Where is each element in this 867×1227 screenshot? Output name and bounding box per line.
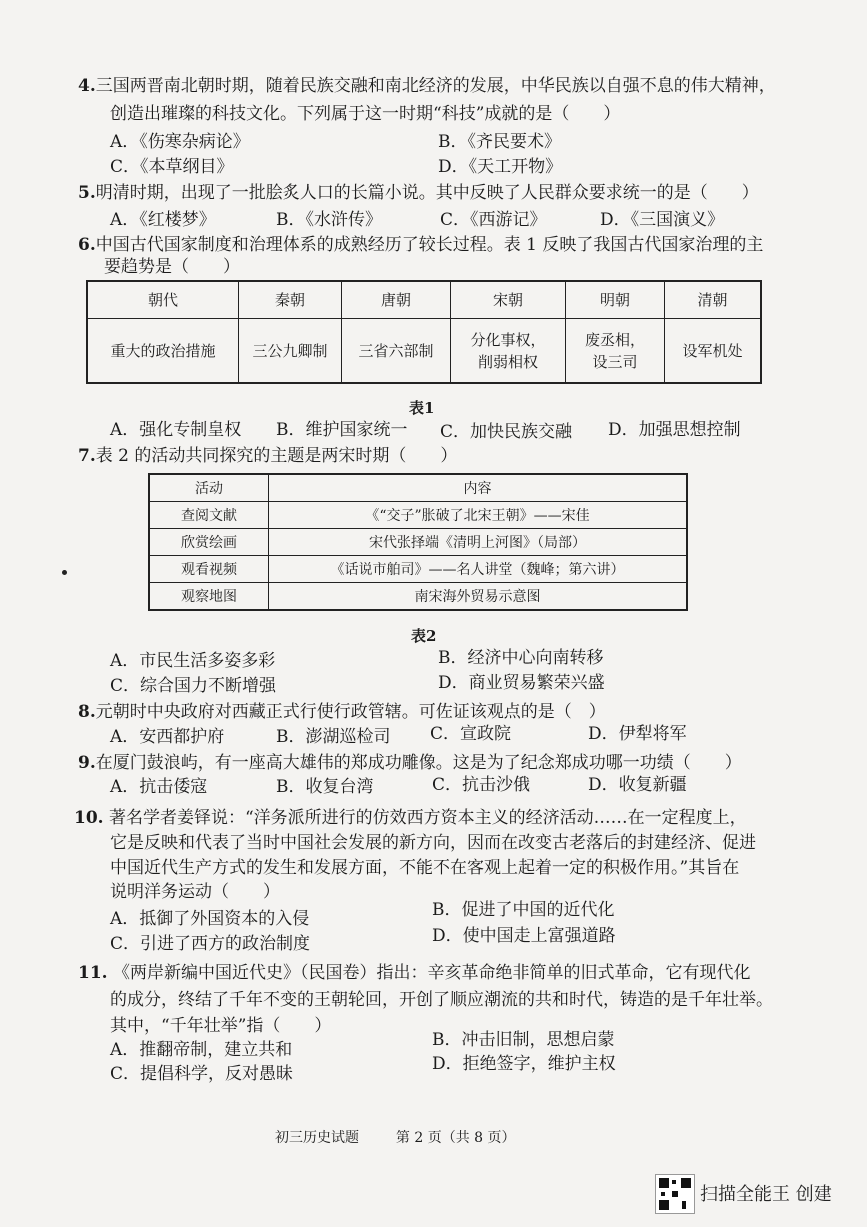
table1-header-tang: 唐朝	[342, 281, 451, 319]
q5-line1: 5.明清时期，出现了一批脍炙人口的长篇小说。其中反映了人民群众要求统一的是（ ）	[78, 183, 759, 203]
table1-cell: 废丞相， 设三司	[566, 319, 665, 384]
q7-line1: 7.表 2 的活动共同探究的主题是两宋时期（ ）	[78, 446, 458, 466]
q4-number: 4.	[78, 76, 96, 96]
table2-cell: 宋代张择端《清明上河图》（局部）	[269, 529, 688, 556]
q10-number: 10.	[74, 808, 104, 828]
footer-page-number: 第 2 页（共 8 页）	[395, 1130, 516, 1146]
table2-cell: 查阅文献	[149, 502, 269, 529]
table2-cell: 南宋海外贸易示意图	[269, 583, 688, 611]
q8-option-d: D．伊犁将军	[588, 724, 687, 744]
q5-option-c: C．《西游记》	[440, 210, 547, 230]
q9-option-b: B．收复台湾	[276, 777, 374, 797]
table1-cell: 三公九卿制	[239, 319, 342, 384]
q5-option-b: B．《水浒传》	[276, 210, 382, 230]
q4-option-d: D．《天工开物》	[438, 157, 563, 177]
page-footer	[275, 1127, 516, 1147]
table-1	[86, 280, 762, 384]
q11-option-a: A．推翻帝制，建立共和	[110, 1040, 293, 1060]
q11-option-c: C．提倡科学，反对愚昧	[110, 1064, 294, 1084]
scanner-watermark: 扫描全能王 创建	[700, 1184, 832, 1205]
q6-option-a: A．强化专制皇权	[110, 420, 242, 440]
table1-cell: 设军机处	[665, 319, 762, 384]
table1-header-ming: 明朝	[566, 281, 665, 319]
margin-dot	[62, 570, 67, 575]
q10-line2: 它是反映和代表了当时中国社会发展的新方向，因而在改变古老落后的封建经济、促进	[110, 833, 756, 853]
q9-option-c: C．抗击沙俄	[432, 775, 531, 795]
q11-option-d: D．拒绝签字，维护主权	[432, 1054, 616, 1074]
q8-option-b: B．澎湖巡检司	[276, 727, 391, 747]
q5-option-a: A．《红楼梦》	[110, 210, 216, 230]
q5-option-d: D．《三国演义》	[600, 210, 725, 230]
table1-header-dynasty: 朝代	[87, 281, 239, 319]
q7-option-c: C．综合国力不断增强	[110, 676, 277, 696]
q10-option-c: C．引进了西方的政治制度	[110, 934, 311, 954]
table2-cell: 欣赏绘画	[149, 529, 269, 556]
qr-code-icon	[655, 1174, 695, 1214]
q8-option-c: C．宣政院	[430, 724, 512, 744]
q8-option-a: A．安西都护府	[110, 727, 225, 747]
table2-cell: 观看视频	[149, 556, 269, 583]
q9-option-a: A．抗击倭寇	[110, 777, 208, 797]
table1-header-song: 宋朝	[451, 281, 566, 319]
q6-line1: 6.中国古代国家制度和治理体系的成熟经历了较长过程。表 1 反映了我国古代国家治理的主	[78, 235, 764, 255]
q9-line1: 9.在厦门鼓浪屿，有一座高大雄伟的郑成功雕像。这是为了纪念郑成功哪一功绩（ ）	[78, 753, 742, 773]
q8-number: 8.	[78, 702, 96, 722]
table1-header-qin: 秦朝	[239, 281, 342, 319]
q6-option-d: D．加强思想控制	[608, 420, 741, 440]
q8-line1: 8.元朝时中央政府对西藏正式行使行政管辖。可佐证该观点的是（ ）	[78, 702, 606, 722]
q9-option-d: D．收复新疆	[588, 775, 687, 795]
table1-cell: 分化事权， 削弱相权	[451, 319, 566, 384]
q4-line1: 4.三国两晋南北朝时期，随着民族交融和南北经济的发展，中华民族以自强不息的伟大精神，	[78, 76, 776, 96]
q11-line1: 11. 《两岸新编中国近代史》（民国卷）指出：辛亥革命绝非简单的旧式革命，它有现代化	[78, 963, 751, 983]
q11-option-b: B．冲击旧制，思想启蒙	[432, 1030, 615, 1050]
table2-cell: 《话说市舶司》——名人讲堂（魏峰；第六讲）	[269, 556, 688, 583]
q4-option-c: C．《本草纲目》	[110, 157, 234, 177]
table2-caption: 表2	[411, 627, 437, 645]
table2-cell: 《“交子”胀破了北宋王朝》——宋佳	[269, 502, 688, 529]
q5-number: 5.	[78, 183, 96, 203]
footer-subject: 初三历史试题	[275, 1130, 359, 1146]
table1-header-qing: 清朝	[665, 281, 762, 319]
q7-option-b: B．经济中心向南转移	[438, 648, 604, 668]
q4-option-b: B．《齐民要术》	[438, 132, 561, 152]
table1-caption: 表1	[409, 399, 435, 417]
q10-option-b: B．促进了中国的近代化	[432, 900, 615, 920]
table2-header-content: 内容	[269, 474, 688, 502]
q6-option-b: B．维护国家统一	[276, 420, 408, 440]
q9-number: 9.	[78, 753, 96, 773]
q7-number: 7.	[78, 446, 96, 466]
q10-line4: 说明洋务运动（ ）	[110, 882, 280, 902]
table1-row-label: 重大的政治措施	[87, 319, 239, 384]
table2-header-activity: 活动	[149, 474, 269, 502]
q7-option-a: A．市民生活多姿多彩	[110, 651, 276, 671]
q11-number: 11.	[78, 963, 108, 983]
q11-line3: 其中，“千年壮举”指（ ）	[110, 1016, 332, 1036]
q10-option-a: A．抵御了外国资本的入侵	[110, 909, 310, 929]
q4-option-a: A．《伤寒杂病论》	[110, 132, 250, 152]
q7-option-d: D．商业贸易繁荣兴盛	[438, 673, 605, 693]
q6-number: 6.	[78, 235, 96, 255]
table2-cell: 观察地图	[149, 583, 269, 611]
q6-option-c: C．加快民族交融	[440, 422, 573, 442]
table1-cell: 三省六部制	[342, 319, 451, 384]
q6-line2: 要趋势是（ ）	[104, 257, 240, 277]
q11-line2: 的成分，终结了千年不变的王朝轮回，开创了顺应潮流的共和时代，铸造的是千年壮举。	[110, 990, 773, 1010]
table-2	[148, 473, 688, 611]
q10-line1: 10. 著名学者姜铎说：“洋务派所进行的仿效西方资本主义的经济活动……在一定程度上，	[74, 808, 747, 828]
q4-line2: 创造出璀璨的科技文化。下列属于这一时期“科技”成就的是（ ）	[110, 104, 621, 124]
q10-option-d: D．使中国走上富强道路	[432, 926, 616, 946]
q10-line3: 中国近代生产方式的发生和发展方面，不能不在客观上起着一定的积极作用。”其旨在	[110, 858, 740, 878]
